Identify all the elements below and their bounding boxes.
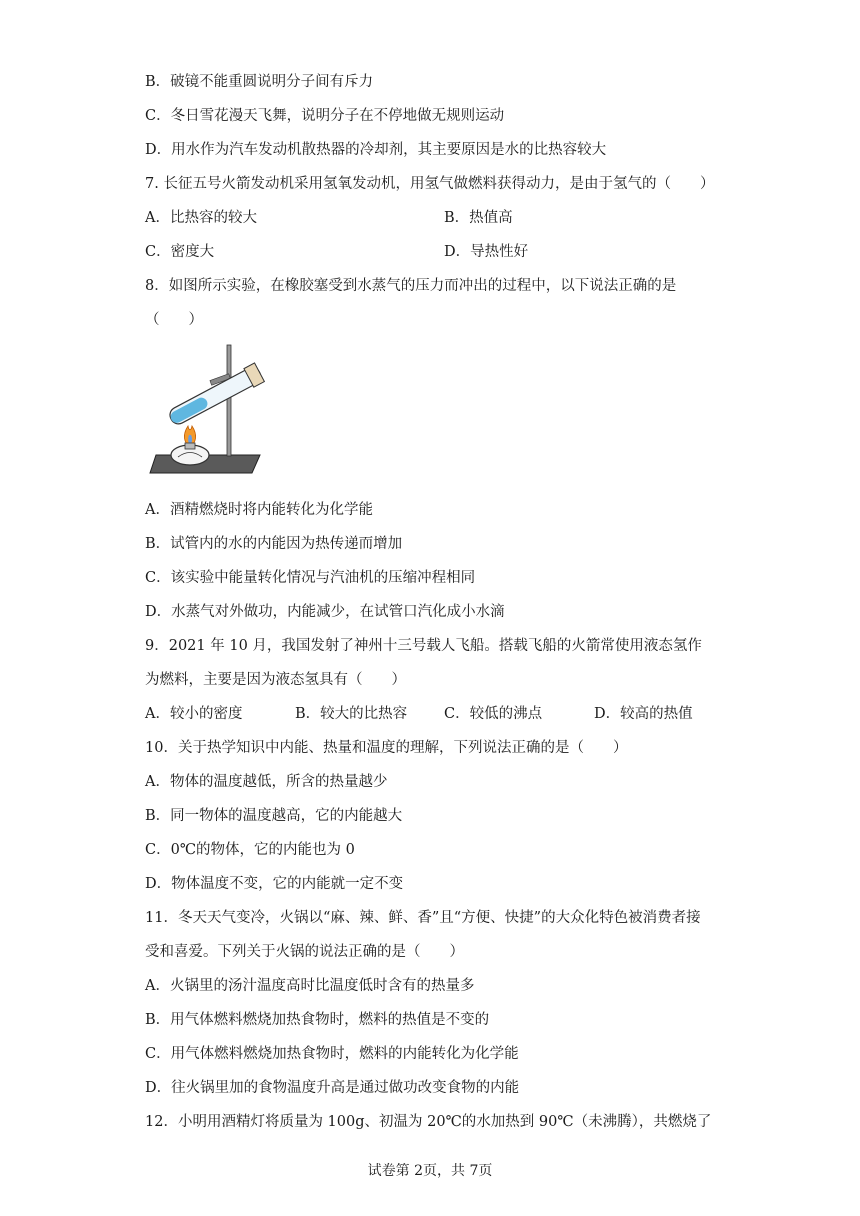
q7-option-a: A．比热容的较大	[145, 210, 257, 226]
q10-option-c: C．0℃的物体，它的内能也为 0	[145, 842, 355, 858]
q6-option-c: C．冬日雪花漫天飞舞，说明分子在不停地做无规则运动	[145, 108, 505, 124]
q12-stem-line1: 12．小明用酒精灯将质量为 100g、初温为 20℃的水加热到 90℃（未沸腾），共燃烧了	[145, 1114, 712, 1130]
test-tube-experiment-figure	[148, 343, 268, 478]
q10-stem: 10．关于热学知识中内能、热量和温度的理解，下列说法正确的是（ ）	[145, 740, 628, 756]
q9-stem-line1: 9．2021 年 10 月，我国发射了神州十三号载人飞船。搭载飞船的火箭常使用液态氢作	[145, 638, 702, 654]
q8-stem-line2: （ ）	[145, 312, 203, 328]
q8-option-d: D．水蒸气对外做功，内能减少，在试管口汽化成小水滴	[145, 604, 505, 620]
q11-option-d: D．往火锅里加的食物温度升高是通过做功改变食物的内能	[145, 1080, 520, 1096]
q11-option-c: C．用气体燃料燃烧加热食物时，燃料的内能转化为化学能	[145, 1046, 519, 1062]
stand-rod	[227, 345, 231, 456]
q9-stem-line2: 为燃料，主要是因为液态氢具有（ ）	[145, 672, 406, 688]
q11-option-a: A．火锅里的汤汁温度高时比温度低时含有的热量多	[145, 978, 475, 994]
q10-option-d: D．物体温度不变，它的内能就一定不变	[145, 876, 404, 892]
q11-option-b: B．用气体燃料燃烧加热食物时，燃料的热值是不变的	[145, 1012, 490, 1028]
q8-option-c: C．该实验中能量转化情况与汽油机的压缩冲程相同	[145, 570, 476, 586]
q11-stem-line2: 受和喜爱。下列关于火锅的说法正确的是（ ）	[145, 944, 464, 960]
q10-option-b: B．同一物体的温度越高，它的内能越大	[145, 808, 403, 824]
q10-option-a: A．物体的温度越低，所含的热量越少	[145, 774, 388, 790]
q9-option-c: C．较低的沸点	[444, 706, 543, 722]
page-footer: 试卷第 2页，共 7页	[367, 1163, 493, 1179]
q6-option-d: D．用水作为汽车发动机散热器的冷却剂，其主要原因是水的比热容较大	[145, 142, 607, 158]
q8-option-b: B．试管内的水的内能因为热传递而增加	[145, 536, 403, 552]
q9-option-a: A．较小的密度	[145, 706, 243, 722]
q9-option-d: D．较高的热值	[594, 706, 693, 722]
q9-option-b: B．较大的比热容	[295, 706, 408, 722]
q7-stem: 7. 长征五号火箭发动机采用氢氧发动机，用氢气做燃料获得动力，是由于氢气的（ ）	[145, 176, 715, 192]
q7-option-b: B．热值高	[444, 210, 513, 226]
q8-stem-line1: 8．如图所示实验，在橡胶塞受到水蒸气的压力而冲出的过程中，以下说法正确的是	[145, 278, 677, 294]
q7-option-c: C．密度大	[145, 244, 215, 260]
test-tube	[166, 363, 264, 428]
q7-option-d: D．导热性好	[444, 244, 529, 260]
q8-option-a: A．酒精燃烧时将内能转化为化学能	[145, 502, 373, 518]
q6-option-b: B．破镜不能重圆说明分子间有斥力	[145, 74, 374, 90]
q11-stem-line1: 11．冬天天气变冷，火锅以“麻、辣、鲜、香”且“方便、快捷”的大众化特色被消费者接	[145, 910, 701, 926]
